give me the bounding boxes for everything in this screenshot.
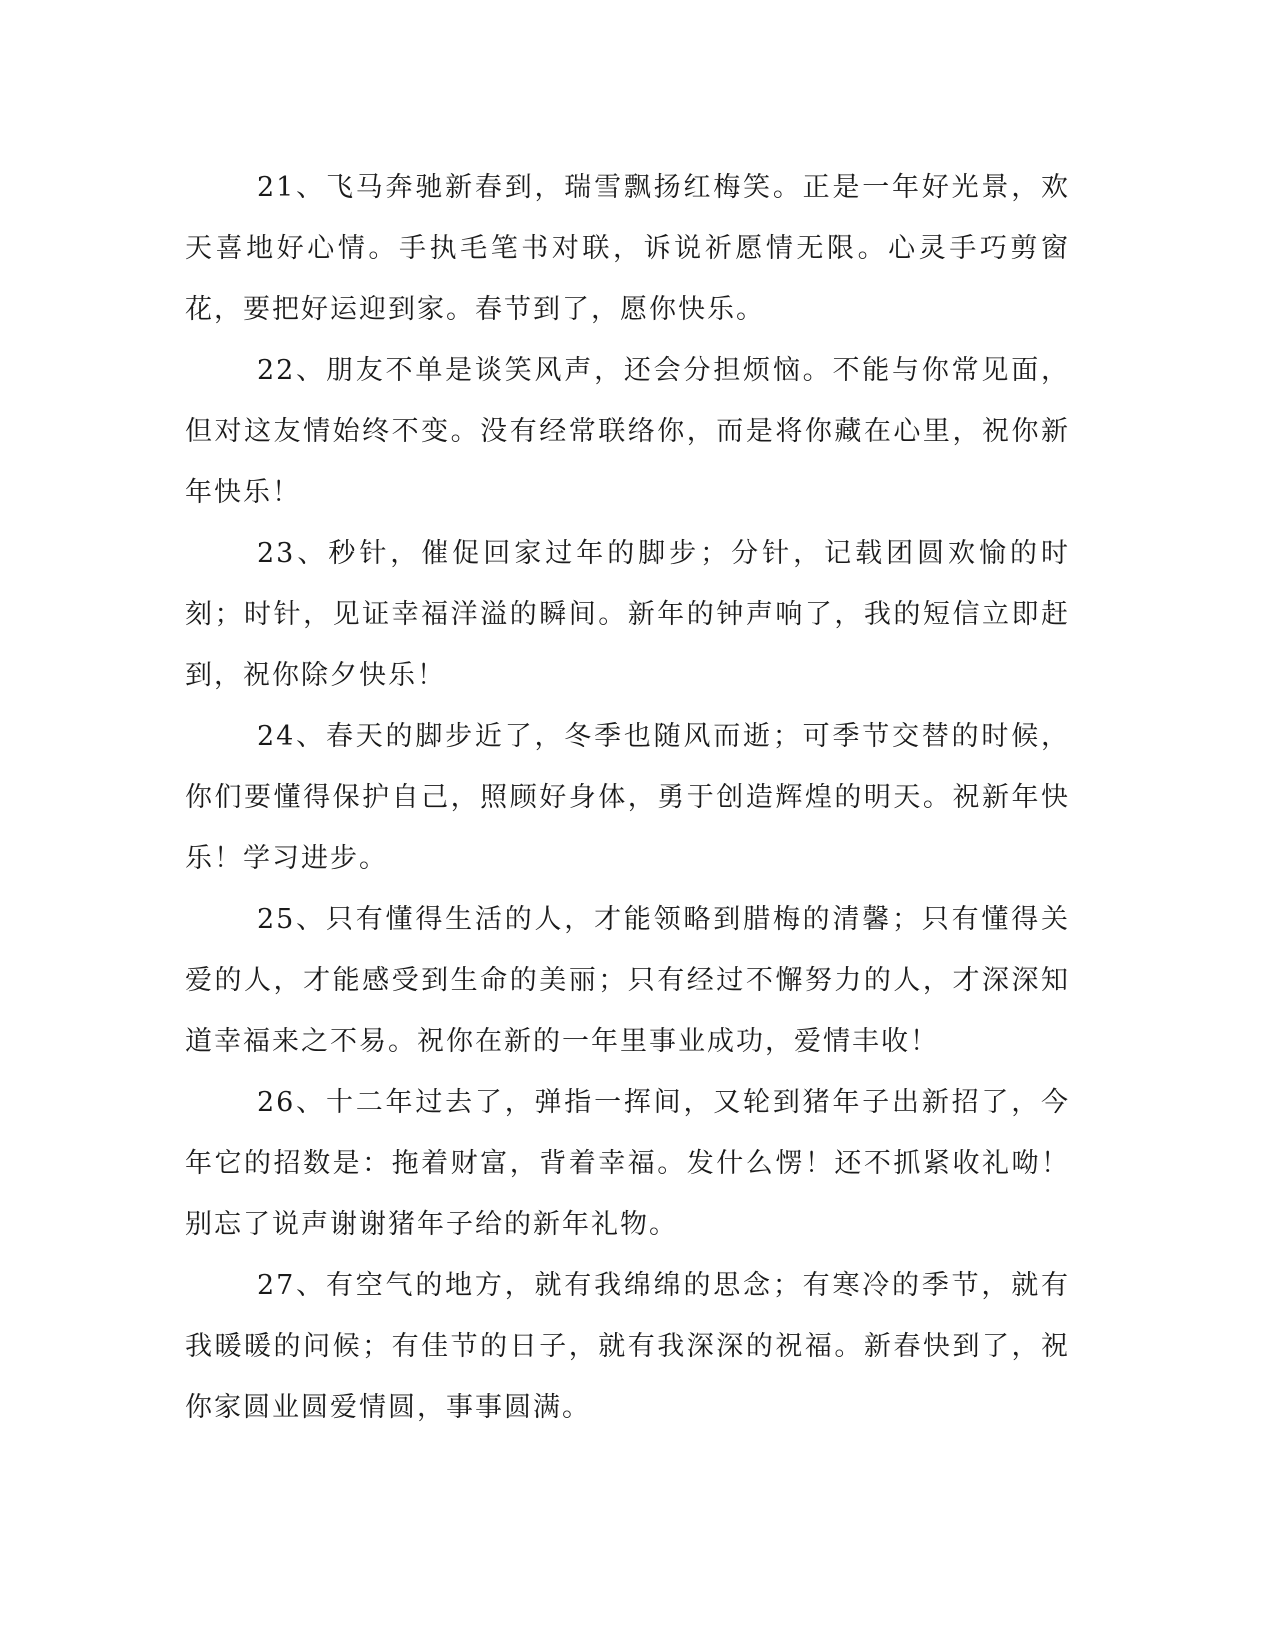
paragraph-22: 22、朋友不单是谈笑风声，还会分担烦恼。不能与你常见面，但对这友情始终不变。没有经常联络你，而是将你藏在心里，祝你新年快乐！ <box>185 355 1070 508</box>
paragraph-24: 24、春天的脚步近了，冬季也随风而逝；可季节交替的时候，你们要懂得保护自己，照顾好身体，勇于创造辉煌的明天。祝新年快乐！学习进步。 <box>185 721 1070 874</box>
paragraph-23: 23、秒针，催促回家过年的脚步；分针，记载团圆欢愉的时刻；时针，见证幸福洋溢的瞬间。新年的钟声响了，我的短信立即赶到，祝你除夕快乐！ <box>185 538 1070 691</box>
paragraph-26: 26、十二年过去了，弹指一挥间，又轮到猪年子出新招了，今年它的招数是：拖着财富，背着幸福。发什么愣！还不抓紧收礼呦！别忘了说声谢谢猪年子给的新年礼物。 <box>185 1087 1070 1240</box>
paragraph-27: 27、有空气的地方，就有我绵绵的思念；有寒冷的季节，就有我暖暖的问候；有佳节的日子，就有我深深的祝福。新春快到了，祝你家圆业圆爱情圆，事事圆满。 <box>185 1270 1070 1423</box>
document-body <box>185 157 1070 1438</box>
paragraph-25: 25、只有懂得生活的人，才能领略到腊梅的清馨；只有懂得关爱的人，才能感受到生命的美丽；只有经过不懈努力的人，才深深知道幸福来之不易。祝你在新的一年里事业成功，爱情丰收！ <box>185 904 1070 1057</box>
paragraph-21: 21、飞马奔驰新春到，瑞雪飘扬红梅笑。正是一年好光景，欢天喜地好心情。手执毛笔书对联，诉说祈愿情无限。心灵手巧剪窗花，要把好运迎到家。春节到了，愿你快乐。 <box>185 172 1070 325</box>
